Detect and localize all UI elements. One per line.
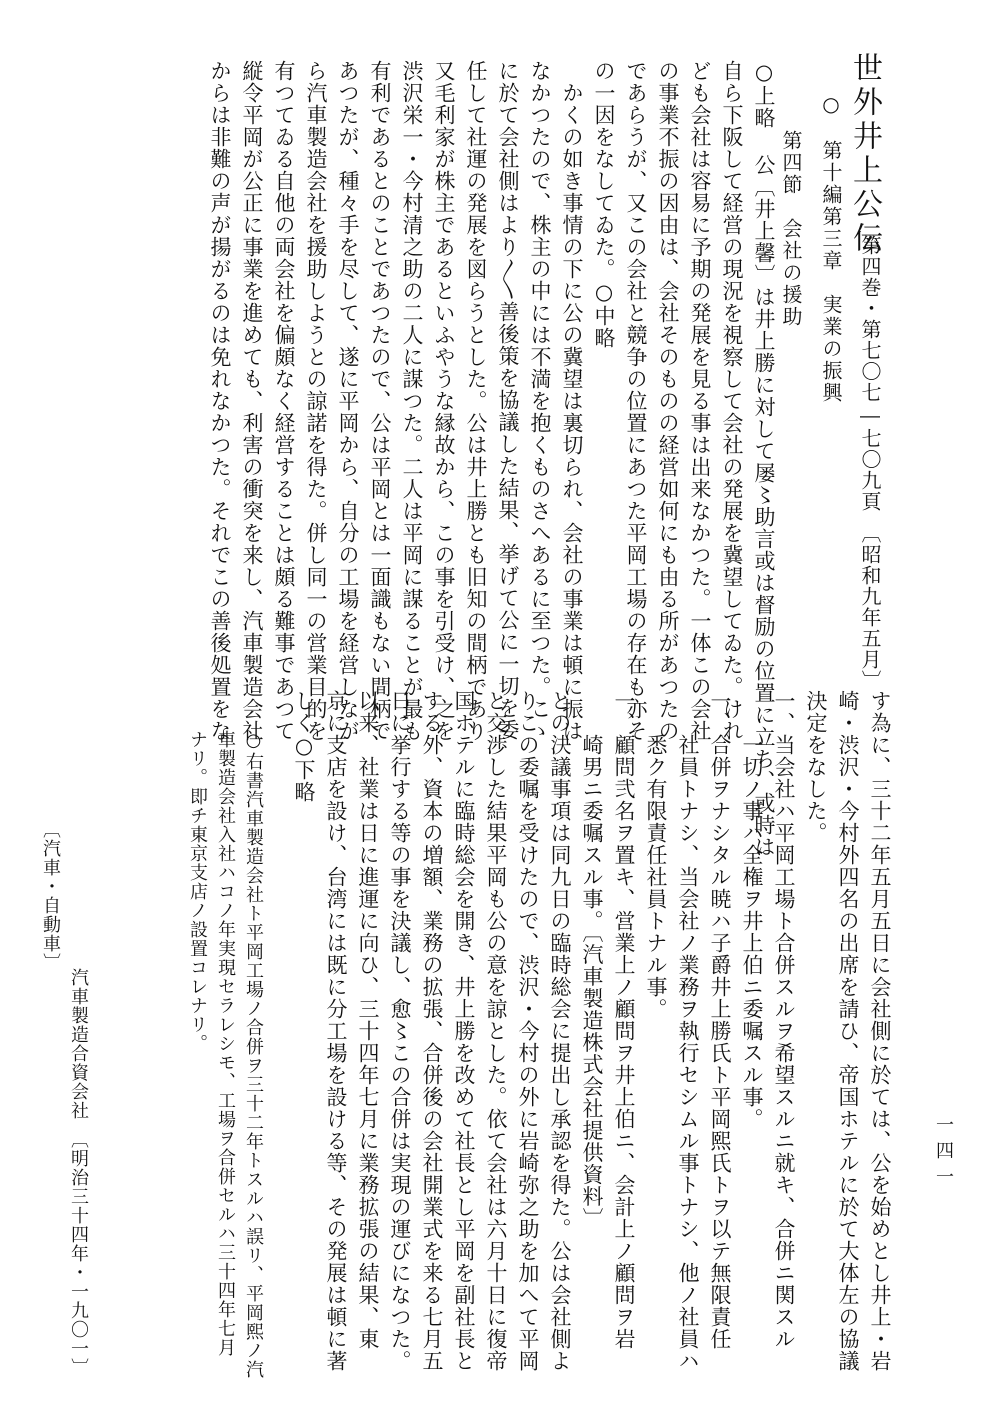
section-heading: 第四節 会社の援助: [779, 130, 803, 328]
upper-line-1: ○上略 公〔井上馨〕は井上勝に対して屡〻助言或は督励の位置に立ち、或時は: [752, 60, 776, 858]
lower-line-5: 一切ノ事ハ全権ヲ井上伯ニ委嘱スル事。: [740, 690, 764, 1130]
editorial-note: [183, 730, 267, 1379]
note-line-3: ナリ。即チ東京支店ノ設置コレナリ。: [187, 730, 208, 1053]
lower-body-text: [288, 690, 896, 1372]
upper-line-2: 自ら下阪して経営の現況を視察して会社の発展を冀望してゐた。けれ: [720, 60, 744, 742]
upper-line-13: 有利であるとのことであつたので、公は平岡とは一面識もない間柄で: [368, 60, 392, 742]
upper-line-9: に於て会社側はより〳〵善後策を協議した結果、挙げて公に一切を委: [496, 60, 520, 741]
footer-category: 〔汽車・自動車〕: [40, 820, 61, 972]
lower-line-9: 一、顧問弐名ヲ置キ、営業上ノ顧問ヲ井上伯ニ、会計上ノ顧問ヲ岩: [612, 690, 636, 1350]
upper-line-4: の事業不振の因由は、会社そのものの経営如何にも由る所があつたの: [656, 60, 680, 742]
lower-line-13: と交渉した結果平岡も公の意を諒とした。依て会社は六月十日に復帝: [484, 690, 508, 1372]
upper-line-12: 渋沢栄一・今村清之助の二人に謀つた。二人は平岡に謀ることが最も: [400, 60, 424, 742]
chapter-heading: ○ 第十編第三章 実業の振興: [819, 92, 843, 404]
lower-line-12: りこの委嘱を受けたので、渋沢・今村の外に岩崎弥之助を加へて平岡: [516, 690, 540, 1372]
note-line-2: 車製造会社入社ハコノ年実現セラレシモ、工場ヲ合併セルハ三十四年七月: [215, 730, 236, 1357]
page-number: 一四一: [933, 1115, 954, 1193]
lower-line-11: との決議事項は同九日の臨時総会に提出し承認を得た。公は会社側よ: [548, 690, 572, 1372]
lower-line-8: 悉ク有限責任社員トナル事。: [644, 690, 668, 1020]
lower-line-7: 社員トナシ、当会社ノ業務ヲ執行セシムル事トナシ、他ノ社員ハ: [676, 690, 700, 1372]
lower-line-15: する外、資本の増額、業務の拡張、合併後の会社開業式を来る七月五: [420, 690, 444, 1372]
upper-line-10: 任して社運の発展を図らうとした。公は井上勝とも旧知の間柄であり: [464, 60, 488, 742]
upper-line-17: 縦令平岡が公正に事業を進めても、利害の衝突を来し、汽車製造会社: [240, 60, 264, 742]
lower-line-18: 京に支店を設け、台湾には既に分工場を設ける等、その発展は頓に著: [324, 690, 348, 1372]
book-title: 世外井上公伝: [847, 52, 882, 256]
footer-topic: 汽車製造合資会社 〔明治三十四年・一九〇一〕: [68, 968, 89, 1377]
source-reference: 第四巻・第七〇七―七〇九頁 〔昭和九年五月〕: [858, 235, 882, 691]
lower-line-6: 一、合併ヲナシタル暁ハ子爵井上勝氏ト平岡熙氏トヲ以テ無限責任: [708, 690, 732, 1350]
upper-line-16: 有つてゐる自他の両会社を偏頗なく経営することは頗る難事であつて: [272, 60, 296, 742]
lower-line-19: しく○下略: [292, 690, 316, 803]
upper-line-8: なかつたので、株主の中には不満を抱くものさへあるに至つた。こゝ: [528, 60, 552, 742]
upper-line-18: からは非難の声が揚がるのは免れなかつた。それでこの善後処置をな: [208, 60, 232, 742]
upper-line-11: 又毛利家が株主であるといふやうな縁故から、この事を引受け、之を: [432, 60, 456, 742]
lower-line-1: す為に、三十二年五月五日に会社側に於ては、公を始めとし井上・岩: [868, 690, 892, 1372]
lower-line-17: 以来、社業は日に進運に向ひ、三十四年七月に業務拡張の結果、東: [356, 690, 380, 1350]
lower-line-4: 一、当会社ハ平岡工場ト合併スルヲ希望スルニ就キ、合併ニ関スル: [772, 690, 796, 1350]
upper-line-7: かくの如き事情の下に公の冀望は裏切られ、会社の事業は頓に振は: [560, 60, 584, 742]
lower-line-16: 日に挙行する等の事を決議し、愈〻この合併は実現の運びになつた。: [388, 690, 412, 1372]
lower-line-3: 決定をなした。: [804, 690, 828, 844]
upper-line-5: であらうが、又この会社と競争の位置にあつた平岡工場の存在も亦そ: [624, 60, 648, 742]
lower-line-2: 崎・渋沢・今村外四名の出席を請ひ、帝国ホテルに於て大体左の協議: [836, 690, 860, 1372]
lower-line-10: 崎男ニ委嘱スル事。〔汽車製造株式会社提供資料〕: [580, 690, 604, 1230]
upper-line-3: ども会社は容易に予期の発展を見る事は出来なかつた。一体この会社: [688, 60, 712, 742]
lower-line-14: 国ホテルに臨時総会を開き、井上勝を改めて社長とし平岡を副社長と: [452, 690, 476, 1372]
upper-line-14: あつたが、種々手を尽して、遂に平岡から、自分の工場を経営しなが: [336, 60, 360, 742]
upper-line-15: ら汽車製造会社を援助しようとの諒諾を得た。併し同一の営業目的を: [304, 60, 328, 742]
note-line-1: ○右書汽車製造会社ト平岡工場ノ合併ヲ三十二年トスルハ誤リ、平岡熙ノ汽: [243, 730, 264, 1379]
upper-line-6: の一因をなしてゐた。○中略: [592, 60, 616, 349]
